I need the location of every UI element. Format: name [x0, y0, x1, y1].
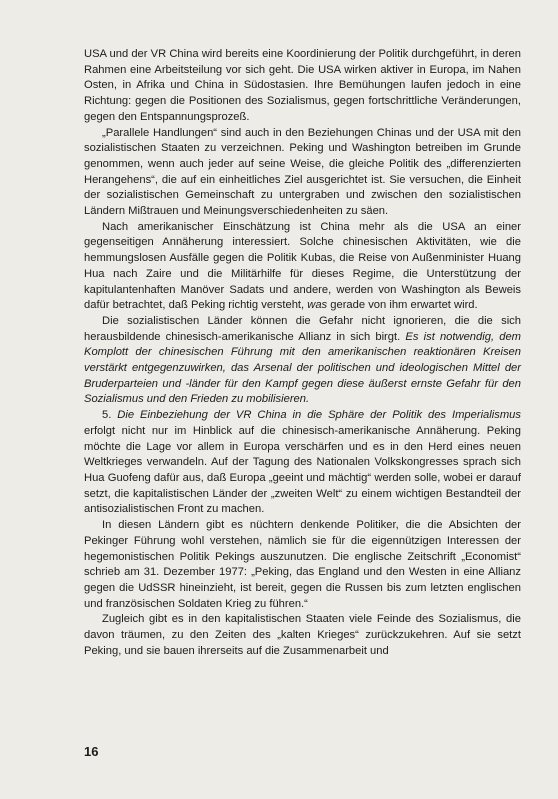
text-segment: In diesen Ländern gibt es nüchtern denkende Politiker, die die Absichten der Pekinger Führung wohl verstehen, nämlich sie für die eigennützigen Interessen der hegemonistischen Politik Pekings auszunutzen. Die englische Zeitschrift „Economist“ schrieb am 31. Dezember 1977: „Peking, das England und den Westen in eine Allianz gegen die UdSSR hineinzieht, ist bereit, gegen die Russen bis zum letzten englischen und französischen Soldaten Krieg zu führen.“: [84, 519, 521, 610]
text-segment: Zugleich gibt es in den kapitalistischen Staaten viele Feinde des Sozialismus, die davon träumen, zu den Zeiten des „kalten Krieges“ zurückzukehren. Auf sie setzt Peking, und sie bauen ihrerseits auf die Zusammenarbeit und: [84, 613, 521, 657]
paragraph: [84, 314, 521, 408]
text-segment: Nach amerikanischer Einschätzung ist China mehr als die USA an einer gegenseitigen Annäherung interessiert. Solche chinesischen Aktivitäten, wie die hemmungslosen Ausfälle gegen die Politik Kubas, die Reise von Außenminister Huang Hua nach Zaire und die Militärhilfe für dieses Regime, die Unterstützung der kapitulantenhaften Manöver Sadats und andere, werden von Washington als Beweis dafür betrachtet, daß Peking richtig versteht,: [84, 220, 521, 312]
paragraph: [84, 612, 521, 659]
text-segment: gerade von ihm erwartet wird.: [327, 299, 478, 312]
paragraph: [84, 518, 521, 612]
text-segment: erfolgt nicht nur im Hinblick auf die chinesisch-amerikanische Annäherung. Peking möchte die Lage vor allem in Europa verschärfen und es in den Herd eines neuen Weltkrieges verwandeln. Auf der Tagung des Nationalen Volkskongresses sprach sich Hua Guofeng dafür aus, daß Europa „geeint und mächtig“ werden solle, wobei er darauf setzt, die kapitalistischen Länder der „zweiten Welt“ zu einem wichtigen Bestandteil der antisozialistischen Front zu machen.: [84, 424, 521, 516]
paragraph: [84, 126, 521, 220]
emphasized-text: Die Einbeziehung der VR China in die Sphäre der Politik des Imperialismus: [117, 409, 521, 422]
text-segment: „Parallele Handlungen“ sind auch in den Beziehungen Chinas und der USA mit den sozialistischen Staaten zu verzeichnen. Peking und Washington betreiben im Grunde genommen, wenn auch jeder auf seine Weise, die gleiche Politik des „differenzierten Herangehens“, die auf ein einheitliches Ziel ausgerichtet ist. Sie versuchen, die Einheit der sozialistischen Gemeinschaft zu untergraben und zwischen den sozialistischen Ländern Mißtrauen und Meinungsverschiedenheiten zu säen.: [84, 126, 521, 218]
paragraph: [84, 47, 521, 126]
text-segment: Die sozialistischen Länder können die Gefahr nicht ignorieren, die die sich herausbildende chinesisch-amerikanische Allianz in sich birgt.: [84, 314, 521, 343]
page-number: 16: [84, 744, 99, 759]
text-segment: 5.: [102, 409, 118, 422]
text-segment: USA und der VR China wird bereits eine Koordinierung der Politik durchgeführt, in deren Rahmen eine Arbeitsteilung vor sich geht. Die USA wirken aktiver in Europa, im Nahen Osten, in Afrika und China in Südostasien. Ihre Bemühungen laufen jedoch in eine Richtung: gegen die Positionen des Sozialismus, gegen fortschrittliche Veränderungen, gegen den Entspannungsprozeß.: [84, 48, 521, 123]
emphasized-text: Es ist notwendig, dem Komplott der chinesischen Führung mit den amerikanischen reaktionären Kreisen verstärkt entgegenzuwirken, das Arsenal der politischen und ideologischen Mittel der Bruderparteien und -länder für den Kampf gegen diese äußerst ernste Gefahr für den Sozialismus und den Frieden zu mobilisieren.: [84, 330, 521, 406]
emphasized-text: was: [307, 299, 328, 312]
paragraph: [84, 220, 521, 314]
paragraph: [84, 408, 521, 518]
body-text: [84, 47, 521, 659]
